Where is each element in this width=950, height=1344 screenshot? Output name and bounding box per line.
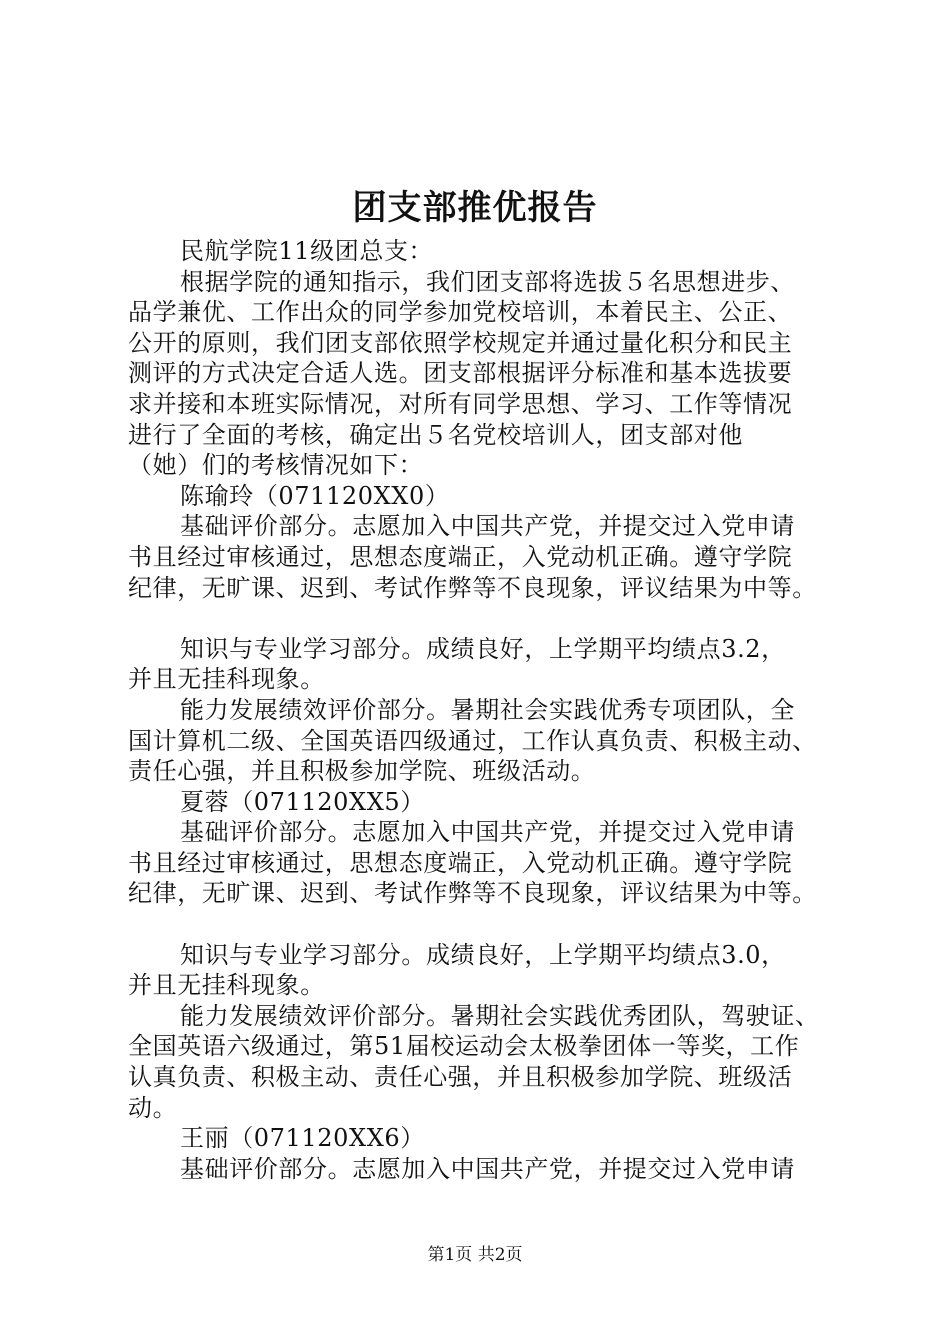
document-body (128, 236, 850, 1184)
paragraph-line: 基础评价部分。志愿加入中国共产党，并提交过入党申请 (180, 512, 795, 541)
paragraph-line: 知识与专业学习部分。成绩良好，上学期平均绩点3.2， (180, 634, 786, 663)
blank-line (128, 603, 850, 634)
paragraph-line: 并且无挂科现象。 (128, 971, 325, 1000)
paragraph-line: 根据学院的通知指示，我们团支部将选拔５名思想进步、 (180, 267, 795, 296)
paragraph-line: 书且经过审核通过，思想态度端正，入党动机正确。遵守学院 (128, 542, 793, 571)
paragraph-line: 国计算机二级、全国英语四级通过，工作认真负责、积极主动、 (128, 726, 817, 755)
paragraph-line: 基础评价部分。志愿加入中国共产党，并提交过入党申请 (180, 1154, 795, 1183)
candidate-heading: 夏蓉（071120XX5） (180, 787, 425, 816)
candidate-heading: 王丽（071120XX6） (180, 1124, 425, 1153)
paragraph-line: 能力发展绩效评价部分。暑期社会实践优秀团队，驾驶证、 (180, 1001, 820, 1030)
paragraph-line: 纪律，无旷课、迟到、考试作弊等不良现象，评议结果为中等。 (128, 879, 817, 908)
salutation-line: 民航学院11级团总支： (180, 237, 434, 265)
page-footer: 第1页 共2页 (427, 1245, 523, 1265)
paragraph-line: 求并接和本班实际情况，对所有同学思想、学习、工作等情况 (128, 389, 793, 418)
paragraph-line: 品学兼优、工作出众的同学参加党校培训，本着民主、公正、 (128, 298, 793, 327)
blank-line (128, 909, 850, 940)
paragraph-line: 测评的方式决定合适人选。团支部根据评分标准和基本选拔要 (128, 359, 793, 388)
paragraph-line: 知识与专业学习部分。成绩良好，上学期平均绩点3.0， (180, 940, 786, 969)
paragraph-line: 全国英语六级通过，第51届校运动会太极拳团体一等奖，工作 (128, 1032, 800, 1061)
document-title: 团支部推优报告 (352, 188, 598, 228)
paragraph-line: 纪律，无旷课、迟到、考试作弊等不良现象，评议结果为中等。 (128, 573, 817, 602)
paragraph-line: 基础评价部分。志愿加入中国共产党，并提交过入党申请 (180, 818, 795, 847)
paragraph-line: 并且无挂科现象。 (128, 665, 325, 694)
paragraph-line: 进行了全面的考核，确定出５名党校培训人，团支部对他 (128, 420, 743, 449)
candidate-heading: 陈瑜玲（071120XX0） (180, 481, 450, 510)
paragraph-line: 责任心强，并且积极参加学院、班级活动。 (128, 757, 596, 786)
paragraph-line: 动。 (128, 1093, 178, 1122)
paragraph-line: 公开的原则，我们团支部依照学校规定并通过量化积分和民主 (128, 328, 793, 357)
paragraph-line: 能力发展绩效评价部分。暑期社会实践优秀专项团队，全 (180, 695, 795, 724)
paragraph-line: 认真负责、积极主动、责任心强，并且积极参加学院、班级活 (128, 1063, 793, 1092)
paragraph-line: （她）们的考核情况如下： (128, 451, 424, 480)
paragraph-line: 书且经过审核通过，思想态度端正，入党动机正确。遵守学院 (128, 848, 793, 877)
